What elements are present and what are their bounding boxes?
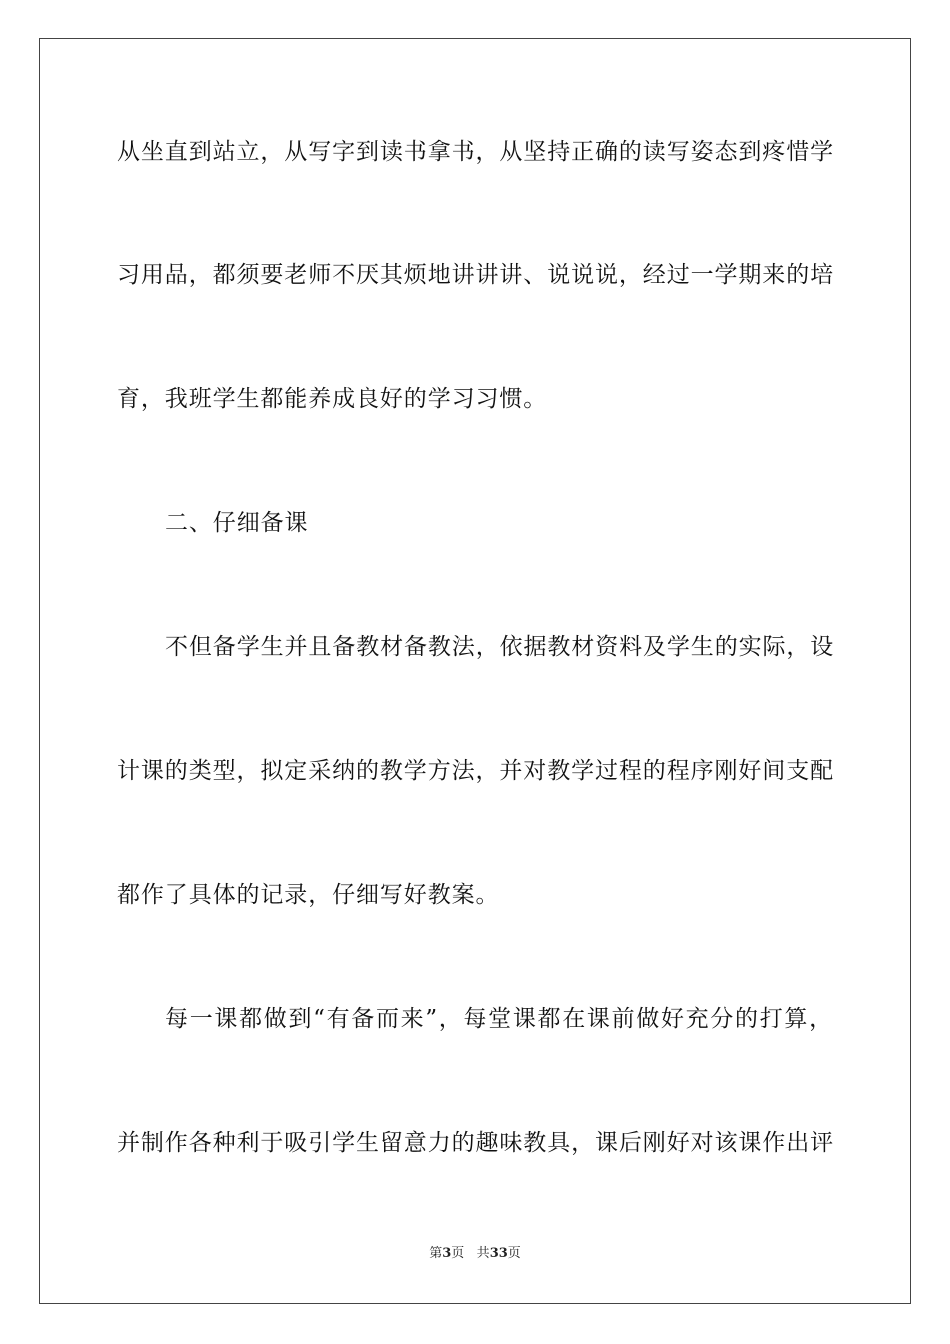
current-page-number: 3 (442, 1246, 452, 1261)
paragraph-line: 计课的类型，拟定采纳的教学方法，并对教学过程的程序刚好间支配 (117, 758, 834, 784)
paragraph-line: 并制作各种利于吸引学生留意力的趣味教具，课后刚好对该课作出评 (117, 1130, 834, 1156)
page-suffix: 页 (451, 1246, 465, 1261)
page-prefix: 第 (429, 1246, 443, 1261)
total-pages-number: 33 (489, 1246, 508, 1261)
total-prefix: 共 (476, 1246, 490, 1261)
paragraph-line: 从坐直到站立，从写字到读书拿书，从坚持正确的读写姿态到疼惜学 (117, 139, 834, 165)
paragraph-line: 每一课都做到“有备而来”，每堂课都在课前做好充分的打算， (165, 1006, 833, 1032)
paragraph-line: 都作了具体的记录，仔细写好教案。 (117, 882, 500, 908)
section-heading: 二、仔细备课 (165, 510, 309, 536)
page-footer (0, 1245, 950, 1263)
page-border (39, 38, 911, 1304)
paragraph-line: 育，我班学生都能养成良好的学习习惯。 (117, 386, 548, 412)
total-suffix: 页 (507, 1246, 521, 1261)
paragraph-line: 习用品，都须要老师不厌其烦地讲讲讲、说说说，经过一学期来的培 (117, 262, 834, 288)
paragraph-line: 不但备学生并且备教材备教法，依据教材资料及学生的实际，设 (165, 634, 835, 660)
